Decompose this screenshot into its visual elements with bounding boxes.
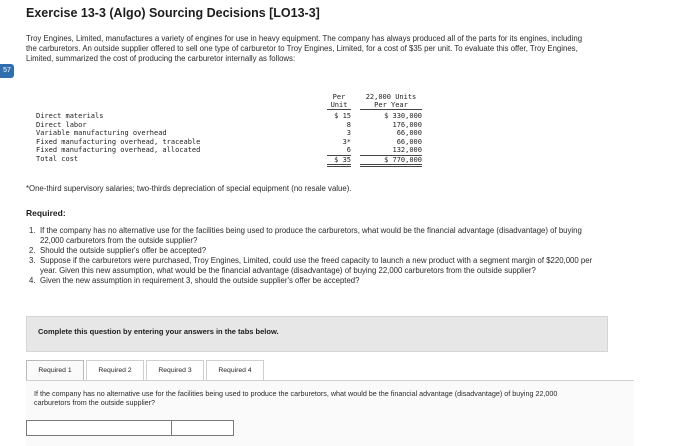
requirement-text: Given the new assumption in requirement 3, should the outside supplier's offer be accepted?: [40, 276, 360, 285]
row-label: Direct materials: [36, 112, 104, 120]
footnote: *One-third supervisory salaries; two-thirds depreciation of special equipment (no resale value).: [26, 184, 352, 193]
per-unit-header-line2: Unit: [327, 101, 351, 110]
row-label: Variable manufacturing overhead: [36, 129, 167, 137]
year-total-cell: $ 770,000: [360, 156, 422, 168]
intro-paragraph: Troy Engines, Limited, manufactures a variety of engines for use in heavy equipment. The company has always produced all of the parts for its engines, including the carburetors. An outside supplier offered to sell one type of carburetor to Troy Engines, Limited, for a cost of $35 per unit. To evaluate this offer, Troy Engines, Limited, summarized the cost of producing the carburetor internally as follows:: [26, 34, 583, 63]
year-cell: $ 330,000: [384, 112, 422, 120]
year-cell: 66,000: [396, 129, 422, 137]
per-unit-values: [327, 112, 351, 167]
requirement-number: 3.: [29, 256, 36, 265]
unit-total-cell: $ 35: [327, 156, 351, 168]
requirement-item: [26, 276, 606, 286]
requirement-item: [26, 256, 606, 276]
row-label: Fixed manufacturing overhead, allocated: [36, 146, 201, 154]
panel-question: If the company has no alternative use for the facilities being used to produce the carburetors, what would be the financial advantage (disadvantage) of buying 22,000 carburetors from the outside supplier?: [34, 389, 558, 407]
requirement-text: Suppose if the carburetors were purchased, Troy Engines, Limited, could use the freed capacity to launch a new product with a segment margin of $220,000 per year. Given this new assumption, what would be the financial advantage (disadvantage) of buying 22,000 carburetors from the outside supplier?: [40, 256, 593, 275]
tab-required-4[interactable]: Required 4: [206, 360, 264, 381]
requirement-item: [26, 246, 606, 256]
requirement-text: If the company has no alternative use for the facilities being used to produce the carburetors, what would be the financial advantage (disadvantage) of buying 22,000 carburetors from the outside supplier?: [40, 226, 582, 245]
required-heading: Required:: [26, 208, 66, 218]
requirement-number: 4.: [29, 276, 36, 285]
financial-advantage-input[interactable]: [173, 421, 231, 435]
question-number-badge: 57: [0, 64, 14, 78]
unit-cell: 3: [346, 129, 351, 137]
instruction-banner-text: Complete this question by entering your answers in the tabs below.: [38, 327, 279, 336]
cost-labels: [36, 112, 200, 163]
requirements-list: [26, 226, 606, 286]
tab-required-2[interactable]: Required 2: [86, 360, 144, 381]
requirement-number: 2.: [29, 246, 36, 255]
exercise-title: Exercise 13-3 (Algo) Sourcing Decisions [LO13-3]: [26, 6, 320, 20]
per-year-header: [360, 93, 422, 110]
answer-divider: [171, 421, 172, 435]
unit-cell: 8: [346, 120, 351, 129]
per-year-header-line1: 22,000 Units: [365, 93, 417, 101]
row-label: Direct labor: [36, 120, 87, 129]
requirement-number: 1.: [29, 226, 36, 235]
year-cell: 66,000: [396, 137, 422, 146]
year-cell: 176,000: [392, 120, 422, 129]
year-cell: 132,000: [360, 146, 422, 156]
requirement-item: [26, 226, 606, 246]
per-unit-header-line1: Per: [332, 93, 346, 101]
unit-cell: $ 15: [334, 112, 351, 120]
tab-required-1[interactable]: Required 1: [26, 360, 84, 381]
requirement-text: Should the outside supplier's offer be accepted?: [40, 246, 207, 255]
row-label: Total cost: [36, 154, 79, 163]
unit-cell: 3*: [342, 137, 351, 146]
unit-cell: 6: [327, 146, 351, 156]
per-year-header-line2: Per Year: [360, 101, 422, 110]
financial-advantage-answer-row: [26, 420, 234, 436]
per-unit-header: [327, 93, 351, 110]
row-label: Fixed manufacturing overhead, traceable: [36, 137, 201, 146]
tab-required-3[interactable]: Required 3: [146, 360, 204, 381]
per-year-values: [360, 112, 422, 167]
